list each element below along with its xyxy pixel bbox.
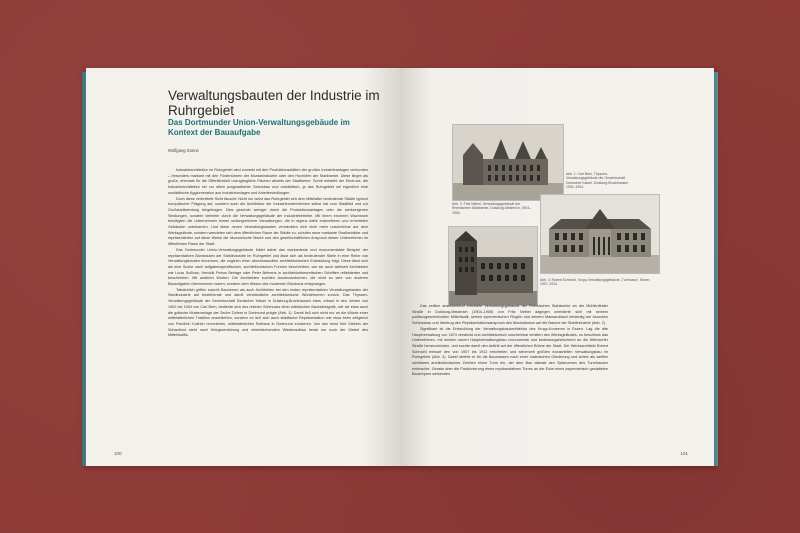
right-page xyxy=(400,68,714,466)
paragraph: Doch diese verbreitete Sicht täuscht: Nicht nur weist das Ruhrgebiet seit dem Mittelalter bedeutende Städte typisch europäischer Prägung auf, sondern auch die Architektur der Industrieunternehmen selbst hat zum Stadtbild und zur Großstadtwerdung beigetragen. Dies geschah weniger durch die Produktionsanlagen oder die werkseigenen Siedlungen, sondern vielmehr durch die Verwaltungsgebäude der Industriebetriebe. Mit ihrem enormen Wachstum benötigten die Unternehmen immer umfangreichere Verwaltungen, die in eigens dafür entworfenen und errichteten Gebäuden unterkamen. Und diese neuen Verwaltungsbauten versteckten sich nicht mehr unscheinbar auf dem Werksgelände, sondern wendeten sich dem öffentlichen Raum der Städte zu, schufen neue markante Straßenbilder und repräsentierten auf diese Weise die ökonomische Macht und den gesellschaftlichen Anspruch dieser Unternehmen im öffentlichen Raum der Stadt. xyxy=(168,196,368,247)
photo-krupp-turmhaus xyxy=(448,226,538,306)
right-body-text xyxy=(412,304,608,454)
caption-fig3: Abb. 3: Robert Schmohl, Krupp-Verwaltungsgebäude „Turmhaus“, Essen, 1907–1912. xyxy=(540,278,651,287)
chapter-title: Verwaltungsbauten der Industrie im Ruhrgebiet xyxy=(168,88,380,118)
paragraph: Tatsächlich griffen sowohl Bauherren als auch Architekten bei den ersten repräsentativen Verwaltungsbauten der Stahlindustrie auf bestehende und damit verständliche architektonische Würdeformen zurück. Das Thyssen-Verwaltungsgebäude der Gewerkschaft Deutscher Kaiser in Duisburg-Bruckhausen etwa, erbaut in den Jahren von 1902 bis 1904 von Carl Bern, bediente sich des reichen Schmucks einer märkischen Backsteingotik, wie sie etwa auch die gotische Musteranlage der Zeche Zollern in Dortmund prägte (Abb. 1). Damit ließ sich nicht nur an die Würde einer mittelalterlichen Tradition anschließen, sondern es ließ sich auch städtische Repräsentation wie etwa beim zeitgleich von Friedrich Kullrich renovierten, mittelalterlichen Rathaus in Dortmund evozieren. Von den einst fünf Giebeln der Schaufront steht nach Kriegszerstörung und vereinfachendem Wiederaufbau heute nur noch der Giebel des Mittelrisalits. xyxy=(168,287,368,338)
caption-fig2: Abb. 2: Fritz Neibel, Verwaltungsgebäude der Rheinischen Stahlwerke, Duisburg-Meiderich, 1904–1905. xyxy=(452,202,531,215)
photo-krupp-image xyxy=(449,227,537,305)
photo-thyssen-image xyxy=(453,125,563,200)
open-book xyxy=(86,68,714,466)
paragraph: Signifikant ist die Entwicklung der Verwaltungsbauarchitektur des Krupp-Konzerns in Essen. Lag die alte Hauptverwaltung von 1874 versteckt und architektonisch unscheinbar inmitten des Werksgeländes, so beschloss das Unternehmen, mit seinem neuen Hauptverwaltungsbau monumental und bedeutungsheischend an die Altendorfer Straße heranzurücken, und suchte damit den Auftritt auf der öffentlichen Bühne der Stadt. Der Werksarchitekt Robert Schmohl entwarf den von 1907 bis 1912 errichteten und seinerzeit größten industriellen Verwaltungsbau im Ruhrgebiet (Abb. 3). Dabei strebte er für die Baumassen nach einer malerischen Gliederung und setzte als weithin sichtbares architektonisches Zeichen einen Turm ein, der dem Bau alsbald den Spitznamen des Turmhauses einbrachte. Gerade aber die Positionierung eines repräsentativen Turms an der Ecke eines asymmetrisch gestalteten Baukörpers weisenden xyxy=(412,326,608,377)
page-number-left: 100 xyxy=(114,451,122,456)
chapter-subtitle: Das Dortmunder Union-Verwaltungsgebäude im Kontext der Bauaufgabe xyxy=(168,118,350,137)
left-body-text xyxy=(168,168,368,450)
photo-rheinische-image xyxy=(541,195,659,273)
paragraph: Das Dortmunder Union-Verwaltungsgebäude bildet dabei das markanteste und monumentalste Beispiel der repräsentativen Bürobauten der Stahlindustrie im Ruhrgebiet und lässt sich als bedeutender Stelle in eine Reihe von Verwaltungsbauten einordnen, die zugleich einer abschlussvollen architektonischen Entwicklung folgt. Diese lässt sich als eine Suche nach aufgabenspezifischen, architektonischen Formen beschreiben, wie sie auch weltweit Architekten wie Louis Sullivan, Hendrik Petrus Berlage oder Peter Behrens in architekturtheoretischen Schriften reflektierten und beschrieben. Mit anderen Worten: Die Architekten suchten Ausdrucksformen, die nicht so sehr von anderen Bauaufgaben übernommen waren, sondern dem Wesen des modernen Bürobaus entsprangen. xyxy=(168,247,368,287)
photo-thyssen-building xyxy=(452,124,564,201)
left-page xyxy=(86,68,400,466)
author-name: Wolfgang Sonne xyxy=(168,148,199,153)
page-number-right: 101 xyxy=(680,451,688,456)
photo-rheinische-stahlwerke xyxy=(540,194,660,274)
caption-fig1: Abb. 1: Carl Bern, Thyssen-Verwaltungsgebäude der Gewerkschaft Deutscher Kaiser, Duisburg-Bruckhausen, 1902–1904. xyxy=(566,172,630,190)
paragraph: Das zeitlich anschließend errichtete Verwaltungsgebäude der Rheinischen Stahlwerke an der Mühlenfelder Straße in Duisburg-Meiderich (1904–1905) von Fritz Neibel dagegen orientierte sich mit seinem portikusgeschmückten Mittelrisalit, seinen symmetrischen Flügeln und seinem Mansarddach eindeutig am barocken Schlossbau und übertrug den Repräsentationsanspruch des Absolutismus auf die Barone der Stahlindustrie (Abb. 2). xyxy=(412,304,608,326)
paragraph: Industriearchitektur im Ruhrgebiet wird zumeist mit den Produktionsstätten der großen Industrieanlagen verbunden – besonders markant mit den Fördertürmen der Montanindustrie oder den Hochöfen der Stahlwerke. Diese liegen als große, ehemals für die Öffentlichkeit unzugängliche Flächen abseits der Stadtkerne. Somit entsteht der Eindruck, die Industriearchitektur sei vor allem pragmatischer Zweckbau und unstädtisch, ja das Ruhrgebiet sei eigentlich eine unstädtische Agglomeration aus Industrieanlagen und Arbeitersiedlungen. xyxy=(168,168,368,195)
